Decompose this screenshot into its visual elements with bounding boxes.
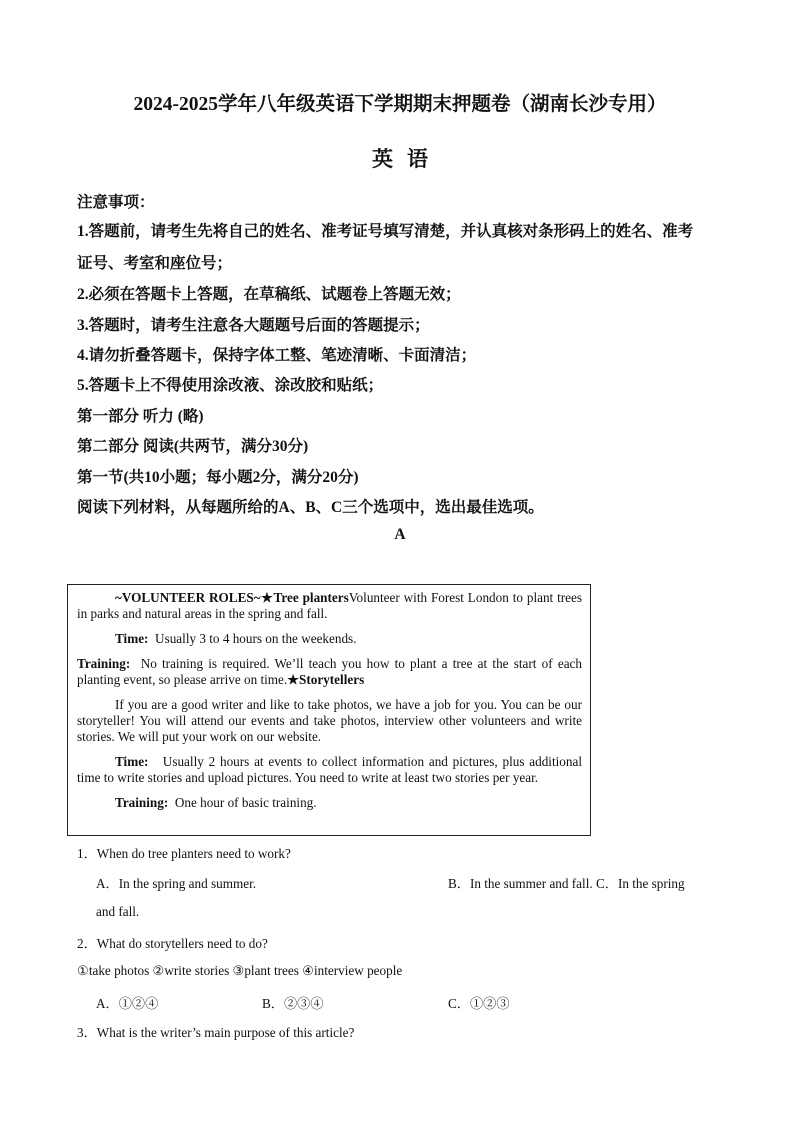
storytellers-heading: ★Storytellers xyxy=(287,672,365,687)
notice-item-4: 4.请勿折叠答题卡，保持字体工整、笔迹清晰、卡面清洁； xyxy=(77,347,477,364)
notice-heading: 注意事项： xyxy=(77,194,155,211)
question-1-option-bc: B．In the summer and fall. C．In the spring xyxy=(448,876,685,891)
training-label: Training: xyxy=(115,795,169,810)
question-2-option-b: B．②③④ xyxy=(262,996,324,1011)
passage-label: A xyxy=(394,526,406,543)
tree-planters-training xyxy=(77,656,582,689)
reading-instruction: 阅读下列材料，从每题所给的A、B、C三个选项中，选出最佳选项。 xyxy=(77,499,544,516)
question-2: 2．What do storytellers need to do? xyxy=(77,936,268,951)
notice-item-1: 1.答题前，请考生先将自己的姓名、准考证号填写清楚，并认真核对条形码上的姓名、准考 xyxy=(77,223,694,240)
storytellers-text: If you are a good writer and like to take photos, we have a job for you. You can be our storyteller! You will attend our events and take photos, interview other volunteers and write stories. We will put your work on our website. xyxy=(77,696,582,745)
question-2-items: ①take photos ②write stories ③plant trees ④interview people xyxy=(77,963,403,978)
question-1: 1．When do tree planters need to work? xyxy=(77,846,291,861)
notice-item-3: 3.答题时，请考生注意各大题题号后面的答题提示； xyxy=(77,317,430,334)
tree-planters-text: Volunteer with Forest London to plant trees in parks and natural areas in the spring and fall. xyxy=(77,590,582,622)
question-1-option-a: A．In the spring and summer. xyxy=(96,876,257,891)
storytellers-training xyxy=(77,795,582,811)
part2-heading: 第二部分 阅读(共两节，满分30分) xyxy=(77,438,309,455)
storytellers-time xyxy=(77,754,582,787)
page-title: 2024-2025学年八年级英语下学期期末押题卷（湖南长沙专用） xyxy=(133,94,667,115)
notice-item-2: 2.必须在答题卡上答题，在草稿纸、试题卷上答题无效； xyxy=(77,286,461,303)
tree-planters-time xyxy=(77,631,582,647)
part1-heading: 第一部分 听力 (略) xyxy=(77,408,204,425)
time-label: Time: xyxy=(115,754,149,769)
question-2-option-a: A．①②④ xyxy=(96,996,159,1011)
tree-planters-time-text: Usually 3 to 4 hours on the weekends. xyxy=(155,631,357,646)
question-1-option-c-cont: and fall. xyxy=(96,904,140,919)
tree-planters-paragraph xyxy=(77,590,582,623)
storytellers-training-text: One hour of basic training. xyxy=(174,795,317,810)
storytellers-time-text: Usually 2 hours at events to collect information and pictures, plus additional time to write stories and upload pictures. You need to write at least two stories per year. xyxy=(77,754,582,786)
subject-title: 英语 xyxy=(372,147,442,171)
question-3: 3．What is the writer’s main purpose of this article? xyxy=(77,1025,355,1040)
question-2-option-c: C．①②③ xyxy=(448,996,510,1011)
volunteer-roles-heading: ~VOLUNTEER ROLES~★Tree planters xyxy=(115,590,349,605)
section1-heading: 第一节(共10小题；每小题2分，满分20分) xyxy=(77,469,359,486)
time-label: Time: xyxy=(115,631,149,646)
tree-planters-training-text: No training is required. We’ll teach you how to plant a tree at the start of each planting event, so please arrive on time. xyxy=(77,655,582,687)
notice-item-5: 5.答题卡上不得使用涂改液、涂改胶和贴纸； xyxy=(77,377,384,394)
passage-box xyxy=(67,584,591,836)
training-label: Training: xyxy=(77,655,131,671)
notice-item-1-cont: 证号、考室和座位号； xyxy=(77,255,233,272)
